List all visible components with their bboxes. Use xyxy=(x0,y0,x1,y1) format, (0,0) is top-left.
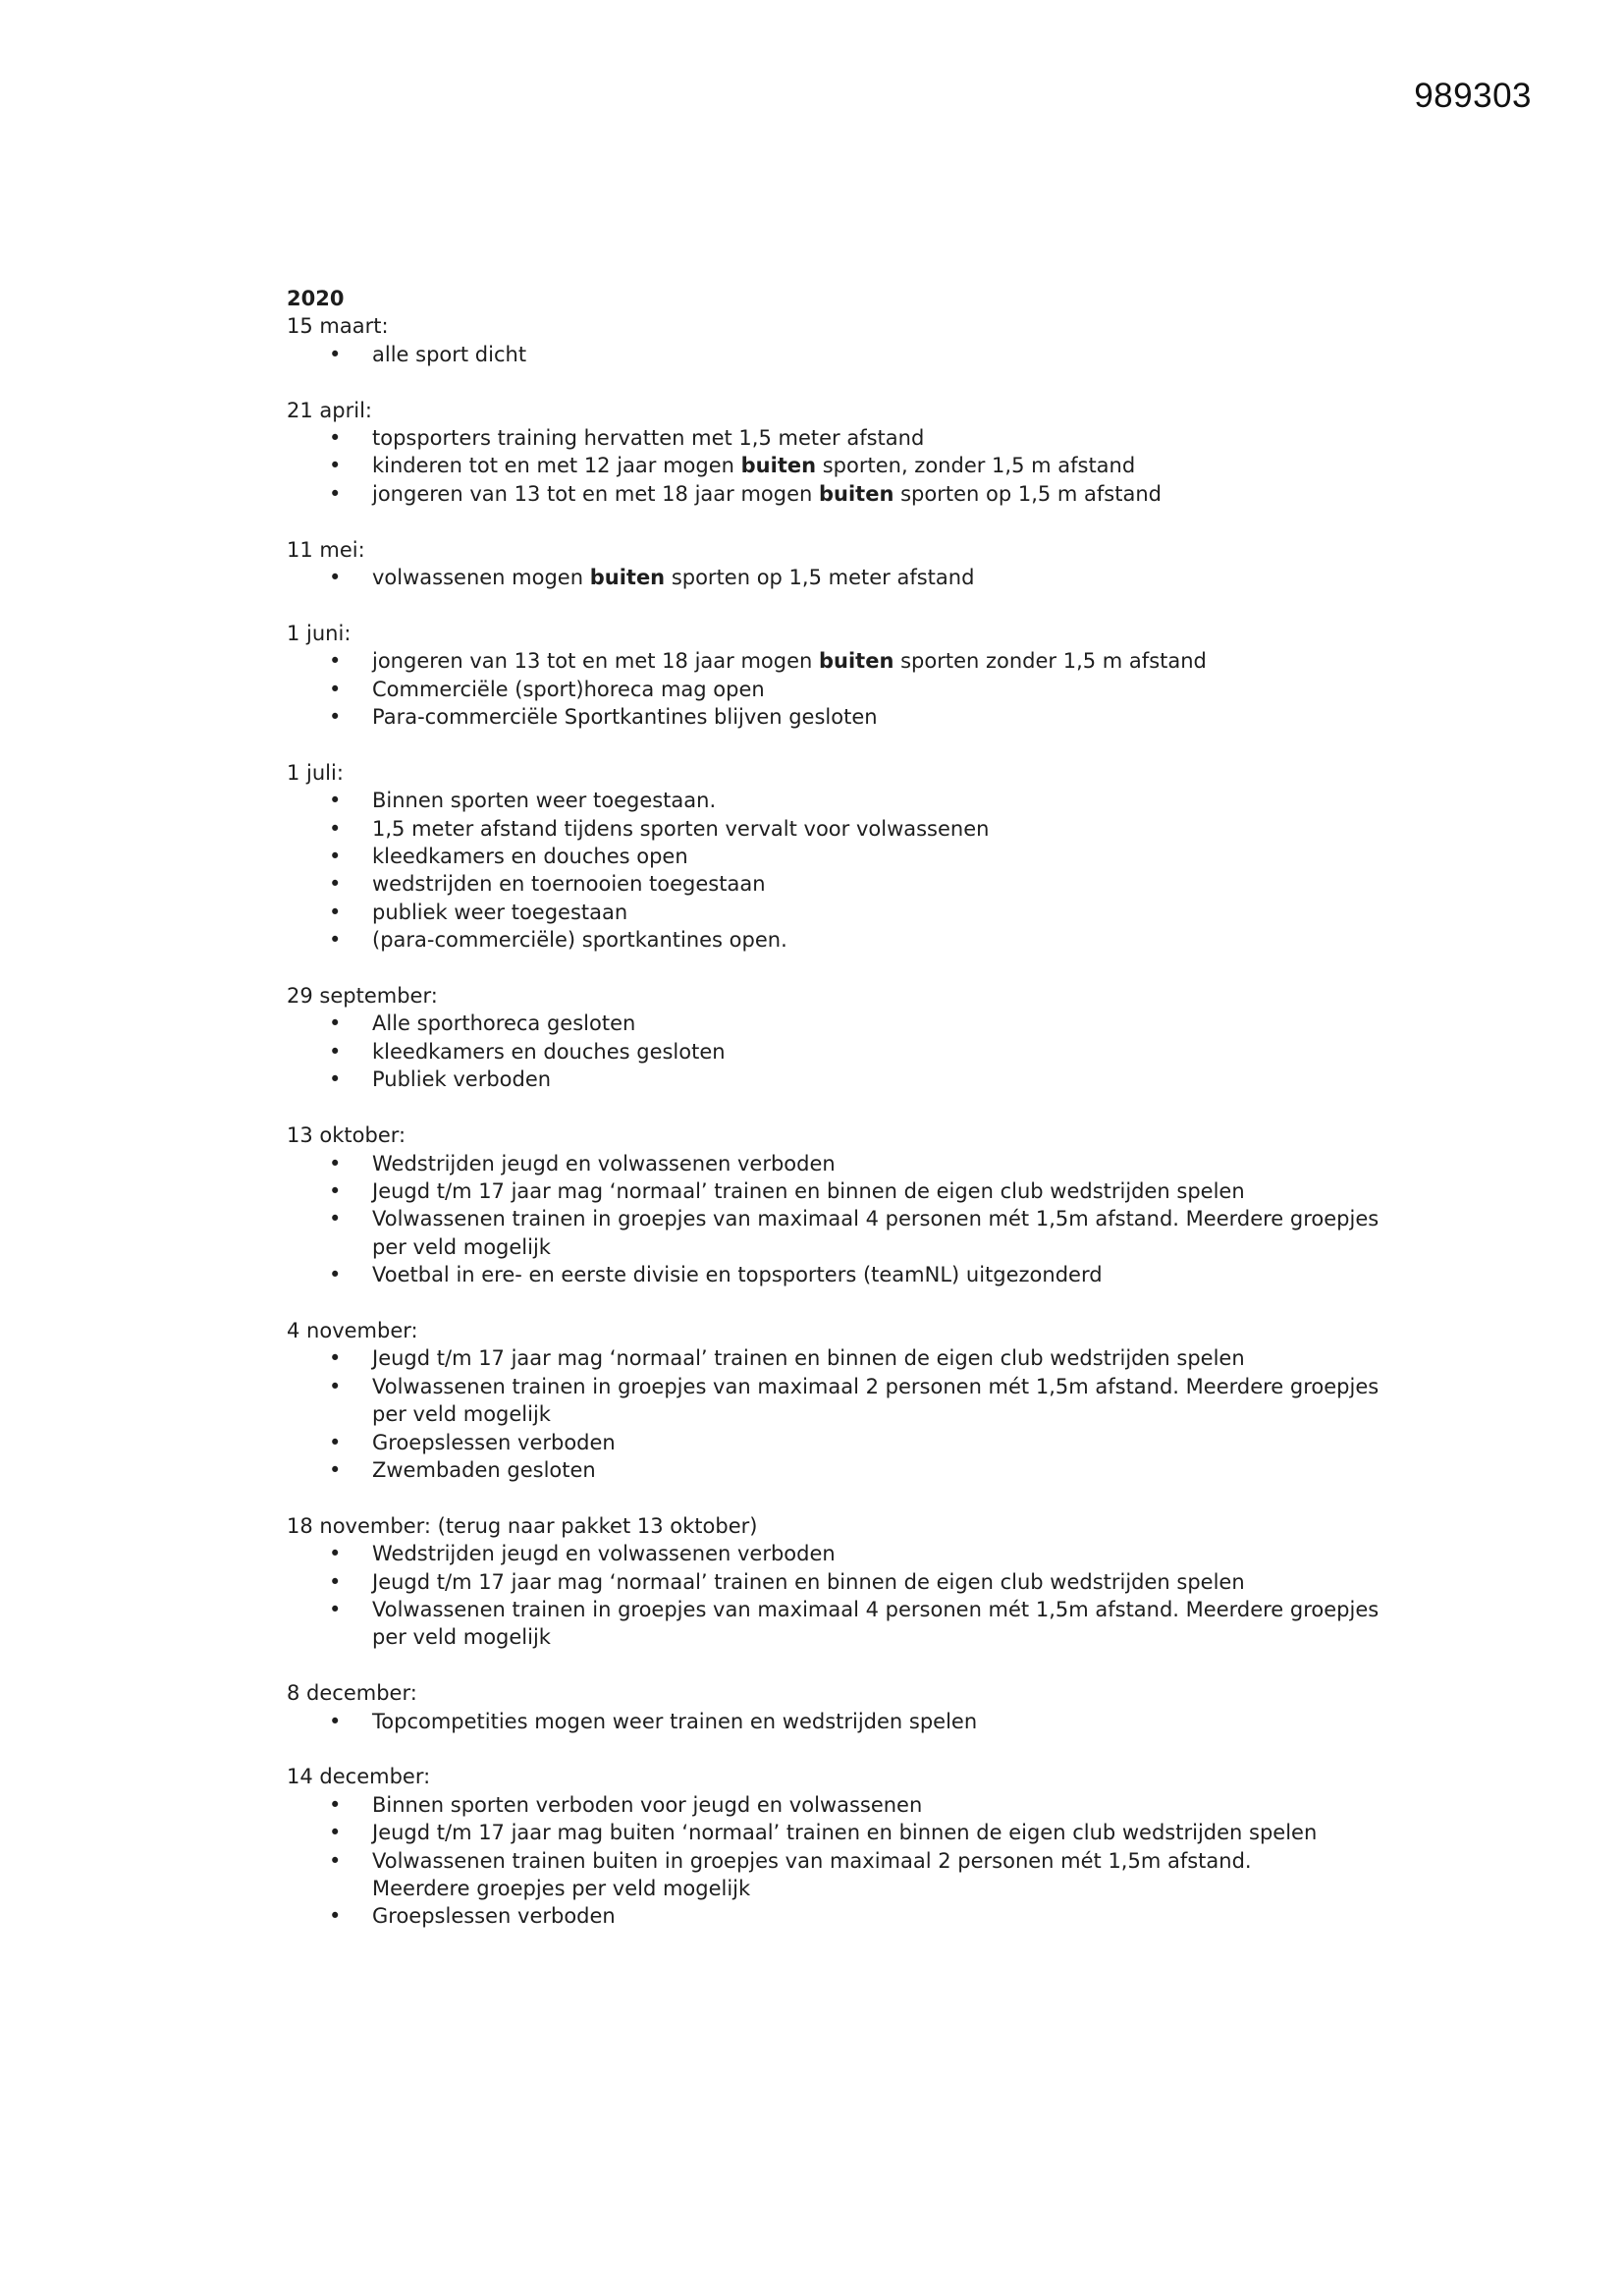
item-text: Para-commerciële Sportkantines blijven gesloten xyxy=(372,705,878,730)
item-text: publiek weer toegestaan xyxy=(372,900,628,924)
list-item xyxy=(287,1456,1396,1484)
list-item xyxy=(287,1344,1396,1372)
list-item xyxy=(287,1205,1396,1261)
list-item xyxy=(287,1596,1396,1652)
item-text: Wedstrijden jeugd en volwassenen verboden xyxy=(372,1151,836,1175)
item-text: Publiek verboden xyxy=(372,1067,552,1092)
section-date-heading: 21 april: xyxy=(287,398,372,422)
section-date-heading: 14 december: xyxy=(287,1765,431,1789)
bullet-icon: • xyxy=(329,1457,342,1482)
item-text: Groepslessen verboden xyxy=(372,1904,616,1929)
item-text: (para-commerciële) sportkantines open. xyxy=(372,928,787,953)
item-text: jongeren van 13 tot en met 18 jaar mogen xyxy=(372,649,819,674)
section-date-heading: 4 november: xyxy=(287,1318,418,1342)
item-text: Commerciële (sport)horeca mag open xyxy=(372,677,765,701)
timeline-section xyxy=(287,759,1396,955)
bullet-list xyxy=(287,647,1396,731)
section-date-heading: 15 maart: xyxy=(287,314,389,339)
bullet-icon: • xyxy=(329,1821,342,1845)
bullet-list xyxy=(287,564,1396,591)
bullet-icon: • xyxy=(329,1597,342,1621)
bullet-icon: • xyxy=(329,1569,342,1594)
item-text: 1,5 meter afstand tijdens sporten vervalt voor volwassenen xyxy=(372,816,990,841)
bullet-icon: • xyxy=(329,789,342,813)
bullet-icon: • xyxy=(329,928,342,953)
bullet-list xyxy=(287,424,1396,508)
bullet-icon: • xyxy=(329,649,342,674)
item-text: Zwembaden gesloten xyxy=(372,1457,596,1482)
emphasis-text: buiten xyxy=(589,566,666,590)
item-text: Jeugd t/m 17 jaar mag ‘normaal’ trainen en binnen de eigen club wedstrijden spelen xyxy=(372,1569,1245,1594)
list-item xyxy=(287,1429,1396,1456)
document-body xyxy=(287,285,1396,1958)
list-item xyxy=(287,703,1396,731)
bullet-icon: • xyxy=(329,1542,342,1566)
bullet-list xyxy=(287,1010,1396,1093)
bullet-icon: • xyxy=(329,454,342,478)
item-text: Binnen sporten weer toegestaan. xyxy=(372,789,717,813)
item-text: sporten op 1,5 m afstand xyxy=(893,481,1162,506)
bullet-list xyxy=(287,1540,1396,1652)
bullet-icon: • xyxy=(329,426,342,451)
timeline-section xyxy=(287,982,1396,1094)
bullet-icon: • xyxy=(329,1430,342,1454)
item-text: wedstrijden en toernooien toegestaan xyxy=(372,872,766,897)
list-item xyxy=(287,1150,1396,1177)
emphasis-text: buiten xyxy=(740,454,817,478)
list-item xyxy=(287,1819,1396,1846)
list-item xyxy=(287,1847,1396,1903)
bullet-icon: • xyxy=(329,900,342,924)
emphasis-text: buiten xyxy=(819,481,894,506)
list-item xyxy=(287,1540,1396,1567)
bullet-icon: • xyxy=(329,845,342,869)
item-text: Voetbal in ere- en eerste divisie en topsporters (teamNL) uitgezonderd xyxy=(372,1263,1103,1287)
bullet-icon: • xyxy=(329,677,342,701)
list-item xyxy=(287,647,1396,675)
item-text: sporten op 1,5 meter afstand xyxy=(665,566,975,590)
list-item xyxy=(287,424,1396,452)
bullet-icon: • xyxy=(329,1039,342,1064)
timeline-section xyxy=(287,1763,1396,1930)
emphasis-text: buiten xyxy=(819,649,894,674)
timeline-section xyxy=(287,620,1396,732)
list-item xyxy=(287,452,1396,479)
item-text: Groepslessen verboden xyxy=(372,1430,616,1454)
bullet-icon: • xyxy=(329,481,342,506)
item-text: Binnen sporten verboden voor jeugd en volwassenen xyxy=(372,1792,923,1817)
list-item xyxy=(287,899,1396,926)
item-text: sporten zonder 1,5 m afstand xyxy=(893,649,1207,674)
bullet-icon: • xyxy=(329,705,342,730)
bullet-icon: • xyxy=(329,1374,342,1398)
item-text: kleedkamers en douches gesloten xyxy=(372,1039,726,1064)
list-item xyxy=(287,787,1396,814)
list-item xyxy=(287,870,1396,898)
item-text: Jeugd t/m 17 jaar mag ‘normaal’ trainen en binnen de eigen club wedstrijden spelen xyxy=(372,1178,1245,1203)
list-item xyxy=(287,1261,1396,1288)
bullet-list xyxy=(287,1344,1396,1484)
item-text: Volwassenen trainen in groepjes van maximaal 4 personen mét 1,5m afstand. Meerdere groepjes per veld mogelijk xyxy=(372,1207,1380,1259)
year-heading: 2020 xyxy=(287,287,345,310)
section-date-heading: 1 juli: xyxy=(287,760,344,785)
item-text: Jeugd t/m 17 jaar mag ‘normaal’ trainen en binnen de eigen club wedstrijden spelen xyxy=(372,1346,1245,1371)
bullet-icon: • xyxy=(329,1792,342,1817)
item-text: jongeren van 13 tot en met 18 jaar mogen xyxy=(372,481,819,506)
item-text: volwassenen mogen xyxy=(372,566,590,590)
bullet-icon: • xyxy=(329,1709,342,1733)
section-date-heading: 18 november: (terug naar pakket 13 oktober) xyxy=(287,1513,758,1538)
item-text: Topcompetities mogen weer trainen en wedstrijden spelen xyxy=(372,1709,978,1733)
section-date-heading: 13 oktober: xyxy=(287,1123,406,1148)
bullet-icon: • xyxy=(329,1904,342,1929)
bullet-icon: • xyxy=(329,566,342,590)
bullet-list xyxy=(287,787,1396,954)
bullet-icon: • xyxy=(329,1151,342,1175)
bullet-icon: • xyxy=(329,1207,342,1231)
bullet-list xyxy=(287,341,1396,368)
section-date-heading: 29 september: xyxy=(287,984,438,1009)
item-text: Volwassenen trainen buiten in groepjes van maximaal 2 personen mét 1,5m afstand. xyxy=(372,1848,1252,1873)
item-text: alle sport dicht xyxy=(372,342,527,366)
list-item xyxy=(287,1066,1396,1093)
list-item xyxy=(287,1010,1396,1037)
item-text: kleedkamers en douches open xyxy=(372,845,688,869)
list-item xyxy=(287,480,1396,508)
timeline-section xyxy=(287,1512,1396,1652)
list-item xyxy=(287,1373,1396,1429)
timeline-section xyxy=(287,1121,1396,1288)
item-text: Jeugd t/m 17 jaar mag buiten ‘normaal’ trainen en binnen de eigen club wedstrijden spelen xyxy=(372,1821,1318,1845)
item-text: Meerdere groepjes per veld mogelijk xyxy=(372,1877,751,1900)
list-item xyxy=(287,1902,1396,1930)
list-item xyxy=(287,1791,1396,1819)
bullet-list xyxy=(287,1708,1396,1735)
timeline-section xyxy=(287,1679,1396,1735)
bullet-icon: • xyxy=(329,1067,342,1092)
list-item xyxy=(287,341,1396,368)
bullet-icon: • xyxy=(329,342,342,366)
timeline-section xyxy=(287,536,1396,592)
item-text: Volwassenen trainen in groepjes van maximaal 4 personen mét 1,5m afstand. Meerdere groepjes per veld mogelijk xyxy=(372,1597,1380,1650)
bullet-icon: • xyxy=(329,1848,342,1873)
list-item xyxy=(287,564,1396,591)
list-item xyxy=(287,1708,1396,1735)
item-text: topsporters training hervatten met 1,5 meter afstand xyxy=(372,426,925,451)
section-date-heading: 1 juni: xyxy=(287,621,352,645)
list-item xyxy=(287,926,1396,954)
document-number: 989303 xyxy=(1414,77,1532,115)
bullet-icon: • xyxy=(329,1011,342,1036)
section-date-heading: 11 mei: xyxy=(287,537,365,562)
bullet-icon: • xyxy=(329,1178,342,1203)
list-item xyxy=(287,1038,1396,1066)
timeline-section xyxy=(287,397,1396,509)
timeline-section xyxy=(287,1317,1396,1484)
bullet-icon: • xyxy=(329,1346,342,1371)
item-text: kinderen tot en met 12 jaar mogen xyxy=(372,454,741,478)
item-text: sporten, zonder 1,5 m afstand xyxy=(816,454,1136,478)
timeline-sections xyxy=(287,312,1396,1930)
list-item xyxy=(287,1177,1396,1205)
list-item xyxy=(287,676,1396,703)
bullet-list xyxy=(287,1791,1396,1931)
list-item xyxy=(287,1568,1396,1596)
item-text: Alle sporthoreca gesloten xyxy=(372,1011,636,1036)
bullet-list xyxy=(287,1150,1396,1289)
bullet-icon: • xyxy=(329,872,342,897)
bullet-icon: • xyxy=(329,816,342,841)
bullet-icon: • xyxy=(329,1263,342,1287)
section-date-heading: 8 december: xyxy=(287,1681,417,1706)
timeline-section xyxy=(287,312,1396,368)
item-text: Wedstrijden jeugd en volwassenen verboden xyxy=(372,1542,836,1566)
item-text: Volwassenen trainen in groepjes van maximaal 2 personen mét 1,5m afstand. Meerdere groepjes per veld mogelijk xyxy=(372,1374,1380,1427)
list-item xyxy=(287,815,1396,843)
list-item xyxy=(287,843,1396,870)
